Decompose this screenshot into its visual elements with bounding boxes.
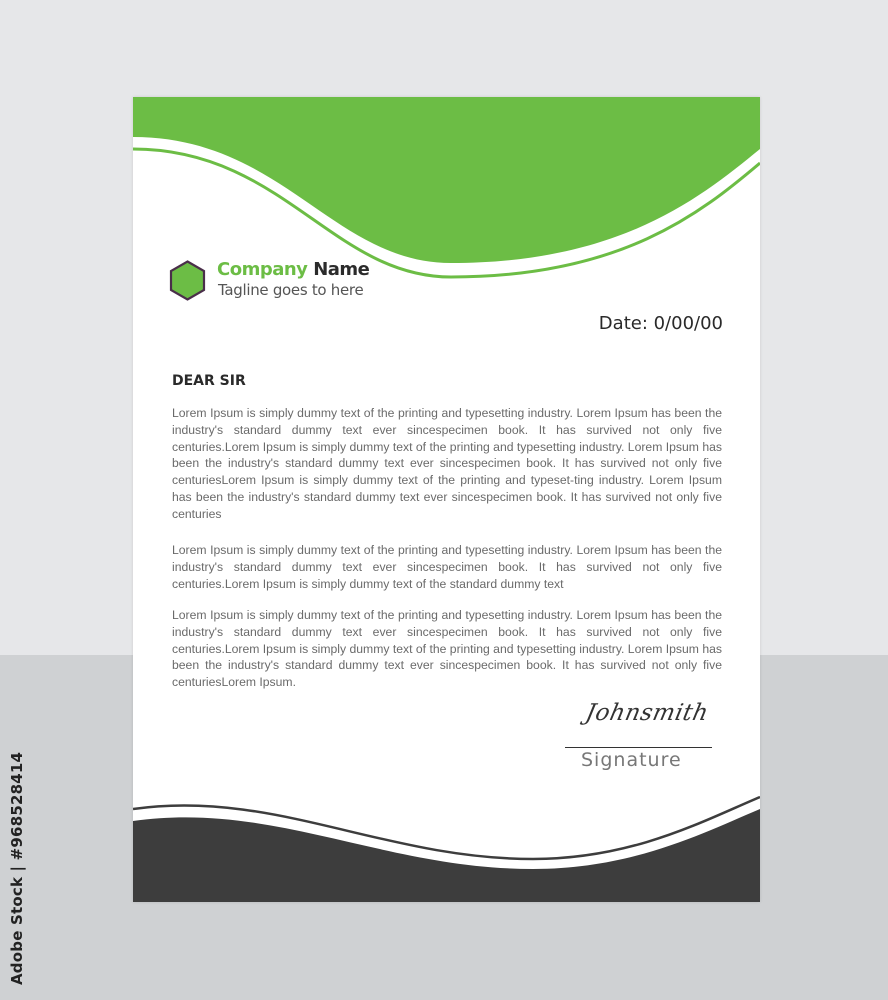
footer-dark-wave xyxy=(133,809,760,902)
salutation: DEAR SIR xyxy=(172,373,246,389)
header-green-wave xyxy=(133,97,760,263)
company-name xyxy=(217,259,369,280)
hexagon-icon xyxy=(169,260,206,301)
body-paragraph: Lorem Ipsum is simply dummy text of the printing and typesetting industry. Lorem Ipsum has been the industry's standard dummy text ever sincespecimen book. It has survived not only five centuries.Lorem Ipsum is simply dummy text of the printing and typesetting industry. Lorem Ipsum has been the industry's standard dummy text ever sincespecimen book. It has survived not only five centuriesLorem Ipsum. xyxy=(172,608,722,690)
signature-script: Johnsmith xyxy=(583,700,711,726)
company-name-first: Company xyxy=(217,259,308,280)
stock-id-label: Adobe Stock | #968528414 xyxy=(8,751,26,985)
body-paragraph: Lorem Ipsum is simply dummy text of the printing and typesetting industry. Lorem Ipsum has been the industry's standard dummy text ever sincespecimen book. It has survived not only five centuries.Lorem Ipsum is simply dummy text of the printing and typesetting industry. Lorem Ipsum has been the industry's standard dummy text ever sincespecimen book. It has survived not only five centuriesLorem Ipsum is simply dummy text of the printing and typeset-ting industry. Lorem Ipsum has been the industry's standard dummy text ever sincespecimen book. It has survived not only five centuries xyxy=(172,406,722,521)
signature-label: Signature xyxy=(581,749,682,771)
body-paragraph: Lorem Ipsum is simply dummy text of the printing and typesetting industry. Lorem Ipsum has been the industry's standard dummy text ever sincespecimen book. It has survived not only five centuries.Lorem Ipsum is simply dummy text of the standard dummy text xyxy=(172,543,722,591)
letter-date: Date: 0/00/00 xyxy=(598,313,723,334)
signature-line xyxy=(565,747,712,748)
company-name-second: Name xyxy=(313,259,370,280)
company-tagline: Tagline goes to here xyxy=(218,281,364,299)
letterhead-page xyxy=(133,97,760,902)
